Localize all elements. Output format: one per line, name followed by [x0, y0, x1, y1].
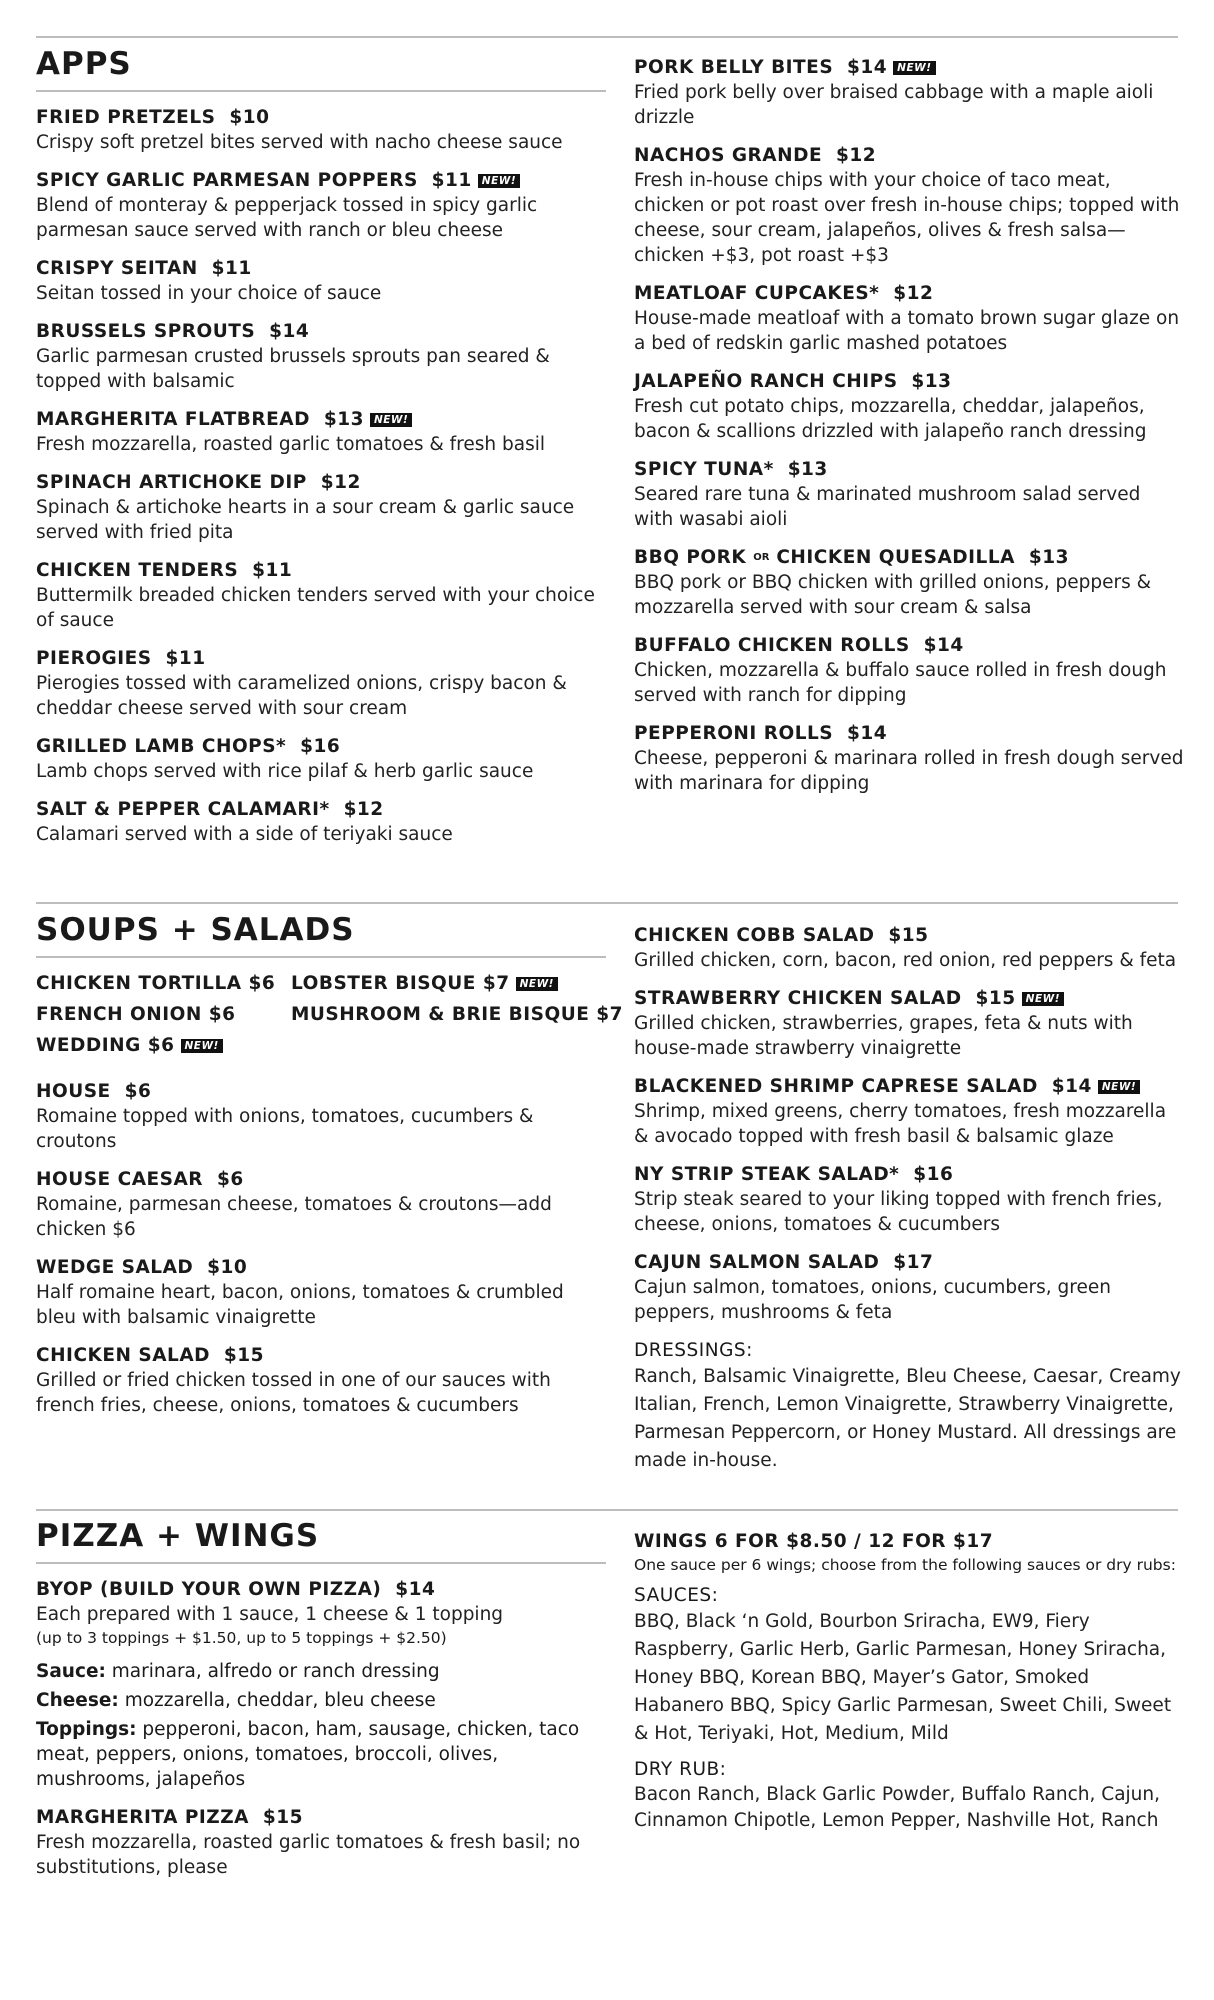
soups-left-column	[36, 910, 624, 1432]
margherita-pizza-desc: Fresh mozzarella, roasted garlic tomatoes & fresh basil; no substitutions, please	[36, 1832, 581, 1878]
menu-item-desc: Crispy soft pretzel bites served with nacho cheese sauce	[36, 132, 563, 153]
menu-item-title	[634, 924, 1184, 948]
menu-item-desc: Cajun salmon, tomatoes, onions, cucumbers, green peppers, mushrooms & feta	[634, 1277, 1111, 1323]
menu-item-price: $12	[320, 472, 361, 493]
menu-item	[36, 169, 606, 243]
menu-item	[36, 106, 606, 155]
dressings-text: Ranch, Balsamic Vinaigrette, Bleu Cheese, Caesar, Creamy Italian, French, Lemon Vinaigrette, Strawberry Vinaigrette, Parmesan Peppercorn, or Honey Mustard. All dressings are made in-house.	[634, 1366, 1181, 1471]
cheese-line	[36, 1688, 606, 1713]
menu-item-title	[634, 1163, 1184, 1187]
margherita-pizza-name: MARGHERITA PIZZA	[36, 1807, 249, 1828]
pizza-underline	[36, 1562, 606, 1564]
top-divider	[36, 36, 1178, 38]
soup-item-label: WEDDING $6	[36, 1035, 175, 1056]
menu-item-price: $14	[1051, 1076, 1092, 1097]
byop-item	[36, 1578, 606, 1649]
apps-left-list	[36, 106, 606, 847]
menu-item-name: MEATLOAF CUPCAKES*	[634, 283, 880, 304]
apps-title: APPS	[36, 46, 132, 82]
menu-item-or: OR	[753, 552, 770, 563]
apps-soups-divider	[36, 902, 1178, 904]
menu-item-price: $10	[229, 107, 270, 128]
byop-title	[36, 1578, 606, 1602]
menu-item	[634, 1163, 1184, 1237]
menu-item-desc: Fresh in-house chips with your choice of taco meat, chicken or pot roast over fresh in-house chips; topped with cheese, sour cream, jalapeños, olives & fresh salsa—chicken +$3, pot roast +$3	[634, 170, 1180, 266]
dressings-label: DRESSINGS:	[634, 1340, 753, 1361]
menu-item-title	[36, 106, 606, 130]
menu-item-price: $12	[893, 283, 934, 304]
menu-item-title	[36, 1080, 606, 1104]
menu-item-desc: Grilled chicken, corn, bacon, red onion, red peppers & feta	[634, 950, 1177, 971]
menu-item-desc: Shrimp, mixed greens, cherry tomatoes, fresh mozzarella & avocado topped with fresh basil & balsamic glaze	[634, 1101, 1167, 1147]
dry-rub-label: DRY RUB:	[634, 1759, 727, 1780]
soup-item	[36, 972, 291, 996]
apps-left-column	[36, 44, 606, 861]
menu-item-name: GRILLED LAMB CHOPS*	[36, 736, 287, 757]
menu-item	[634, 56, 1184, 130]
menu-item-title	[634, 370, 1184, 394]
menu-item-price: $13	[787, 459, 828, 480]
sauce-line	[36, 1659, 606, 1684]
menu-item-price: $15	[975, 988, 1016, 1009]
menu-item	[36, 471, 606, 545]
sauces-text: BBQ, Black ‘n Gold, Bourbon Sriracha, EW9, Fiery Raspberry, Garlic Herb, Garlic Parmesan, Honey Sriracha, Honey BBQ, Korean BBQ, Mayer’s Gator, Smoked Habanero BBQ, Spicy Garlic Parmesan, Sweet Chili, Sweet & Hot, Teriyaki, Hot, Medium, Mild	[634, 1611, 1172, 1744]
menu-item-desc: Lamb chops served with rice pilaf & herb garlic sauce	[36, 761, 534, 782]
menu-item-name: BUFFALO CHICKEN ROLLS	[634, 635, 910, 656]
byop-desc: Each prepared with 1 sauce, 1 cheese & 1 topping	[36, 1604, 504, 1625]
menu-item-name: BLACKENED SHRIMP CAPRESE SALAD	[634, 1076, 1038, 1097]
menu-item-price: $14	[923, 635, 964, 656]
new-badge: NEW!	[370, 413, 412, 427]
menu-item-name: WEDGE SALAD	[36, 1257, 194, 1278]
wings-note: One sauce per 6 wings; choose from the following sauces or dry rubs:	[634, 1556, 1176, 1574]
soup-item	[291, 972, 601, 996]
menu-item-desc: Seared rare tuna & marinated mushroom salad served with wasabi aioli	[634, 484, 1141, 530]
menu-item-desc: Strip steak seared to your liking topped with french fries, cheese, onions, tomatoes & cucumbers	[634, 1189, 1163, 1235]
menu-item	[36, 559, 606, 633]
margherita-pizza-title	[36, 1806, 606, 1830]
toppings-label: Toppings:	[36, 1719, 137, 1740]
pizza-left-column	[36, 1516, 606, 1894]
menu-item-title	[634, 1251, 1184, 1275]
menu-item-title	[36, 559, 606, 583]
menu-item-price: $14	[847, 57, 888, 78]
soup-item	[36, 1003, 291, 1027]
menu-item-desc: Romaine topped with onions, tomatoes, cucumbers & croutons	[36, 1106, 534, 1152]
menu-item-title	[634, 987, 1184, 1011]
menu-item-title	[36, 1256, 606, 1280]
menu-item-price: $12	[343, 799, 384, 820]
menu-item-price: $11	[165, 648, 206, 669]
soup-item-label: CHICKEN TORTILLA $6	[36, 973, 276, 994]
menu-item	[36, 1344, 606, 1418]
menu-item-title	[634, 546, 1184, 570]
menu-item-price: $6	[216, 1169, 244, 1190]
margherita-pizza-item	[36, 1806, 606, 1880]
menu-item-name: HOUSE CAESAR	[36, 1169, 204, 1190]
menu-item-name: NACHOS GRANDE	[634, 145, 823, 166]
soup-list	[36, 972, 624, 1058]
menu-item-desc: Garlic parmesan crusted brussels sprouts pan seared & topped with balsamic	[36, 346, 550, 392]
menu-item	[36, 408, 606, 457]
menu-item-title	[36, 257, 606, 281]
apps-underline	[36, 90, 606, 92]
menu-item-desc: Romaine, parmesan cheese, tomatoes & croutons—add chicken $6	[36, 1194, 552, 1240]
menu-item-price: $11	[431, 170, 472, 191]
toppings-text: pepperoni, bacon, ham, sausage, chicken, taco meat, peppers, onions, tomatoes, broccoli, olives, mushrooms, jalapeños	[36, 1719, 580, 1790]
menu-item-price: $14	[847, 723, 888, 744]
soup-item	[291, 1003, 624, 1027]
menu-item-name: CRISPY SEITAN	[36, 258, 198, 279]
menu-item-title	[634, 282, 1184, 306]
new-badge: NEW!	[478, 174, 520, 188]
menu-item-price: $10	[207, 1257, 248, 1278]
menu-item-price: $16	[913, 1164, 954, 1185]
menu-item-name: CAJUN SALMON SALAD	[634, 1252, 880, 1273]
menu-item-price: $11	[252, 560, 293, 581]
soup-item-label: LOBSTER BISQUE $7	[291, 973, 510, 994]
menu-item	[36, 257, 606, 306]
menu-item-price: $13	[1028, 547, 1069, 568]
menu-item-name: PORK BELLY BITES	[634, 57, 834, 78]
menu-item-title	[36, 471, 606, 495]
menu-item	[634, 282, 1184, 356]
menu-item-title	[36, 647, 606, 671]
menu-item-name: JALAPEÑO RANCH CHIPS	[634, 371, 898, 392]
menu-item-desc: Buttermilk breaded chicken tenders served with your choice of sauce	[36, 585, 595, 631]
menu-item-name: PEPPERONI ROLLS	[634, 723, 834, 744]
menu-item-desc: Pierogies tossed with caramelized onions, crispy bacon & cheddar cheese served with sour cream	[36, 673, 567, 719]
salads-left-list	[36, 1080, 606, 1418]
menu-item-price: $11	[211, 258, 252, 279]
menu-item-name: CHICKEN COBB SALAD	[634, 925, 875, 946]
byop-note: (up to 3 toppings + $1.50, up to 5 toppings + $2.50)	[36, 1629, 447, 1647]
new-badge: NEW!	[893, 61, 935, 75]
menu-item	[634, 458, 1184, 532]
menu-item-name: BRUSSELS SPROUTS	[36, 321, 256, 342]
soup-item-label: MUSHROOM & BRIE BISQUE $7	[291, 1004, 624, 1025]
menu-item-price: $13	[911, 371, 952, 392]
apps-right-column	[634, 56, 1184, 810]
menu-item	[634, 1251, 1184, 1325]
menu-item-desc: Half romaine heart, bacon, onions, tomatoes & crumbled bleu with balsamic vinaigrette	[36, 1282, 564, 1328]
menu-item-title	[634, 1075, 1184, 1099]
menu-item	[634, 722, 1184, 796]
menu-item-name: STRAWBERRY CHICKEN SALAD	[634, 988, 962, 1009]
menu-item	[36, 647, 606, 721]
menu-item-desc: Blend of monteray & pepperjack tossed in spicy garlic parmesan sauce served with ranch or bleu cheese	[36, 195, 538, 241]
menu-item-title	[36, 408, 606, 432]
menu-item-name: CHICKEN QUESADILLA	[776, 547, 1015, 568]
soups-right-column	[634, 924, 1184, 1489]
menu-item-desc: House-made meatloaf with a tomato brown sugar glaze on a bed of redskin garlic mashed potatoes	[634, 308, 1180, 354]
menu-item-desc: Fresh mozzarella, roasted garlic tomatoes & fresh basil	[36, 434, 545, 455]
menu-item-name: CHICKEN SALAD	[36, 1345, 211, 1366]
menu-item-name: SALT & PEPPER CALAMARI*	[36, 799, 330, 820]
menu-item-title	[36, 1168, 606, 1192]
menu-item-price: $15	[888, 925, 929, 946]
new-badge: NEW!	[1022, 992, 1064, 1006]
menu-item-desc: Grilled or fried chicken tossed in one of our sauces with french fries, cheese, onions, tomatoes & cucumbers	[36, 1370, 551, 1416]
soup-item	[36, 1034, 291, 1058]
apps-right-list	[634, 56, 1184, 796]
menu-item-title	[634, 458, 1184, 482]
menu-item-desc: Grilled chicken, strawberries, grapes, feta & nuts with house-made strawberry vinaigrette	[634, 1013, 1133, 1059]
menu-item-price: $12	[835, 145, 877, 166]
menu-item-desc: Calamari served with a side of teriyaki sauce	[36, 824, 453, 845]
menu-item-name: HOUSE	[36, 1081, 111, 1102]
margherita-pizza-price: $15	[262, 1807, 303, 1828]
menu-item-price: $13	[323, 409, 364, 430]
menu-item-title	[634, 144, 1184, 168]
menu-item-name: SPICY GARLIC PARMESAN POPPERS	[36, 170, 418, 191]
menu-item	[634, 634, 1184, 708]
menu-item-name: FRIED PRETZELS	[36, 107, 216, 128]
salads-right-list	[634, 924, 1184, 1325]
cheese-label: Cheese:	[36, 1690, 119, 1711]
menu-item-price: $14	[269, 321, 310, 342]
menu-item-desc: Spinach & artichoke hearts in a sour cream & garlic sauce served with fried pita	[36, 497, 575, 543]
menu-item-title	[36, 169, 606, 193]
menu-item	[634, 546, 1184, 620]
wings-column	[634, 1530, 1184, 1834]
new-badge: NEW!	[1098, 1080, 1140, 1094]
menu-item-title	[634, 634, 1184, 658]
new-badge: NEW!	[181, 1039, 223, 1053]
menu-item	[634, 987, 1184, 1061]
menu-item-price: $16	[300, 736, 341, 757]
soups-title: SOUPS + SALADS	[36, 912, 355, 948]
menu-item	[36, 798, 606, 847]
sauce-text: marinara, alfredo or ranch dressing	[111, 1661, 440, 1682]
cheese-text: mozzarella, cheddar, bleu cheese	[124, 1690, 436, 1711]
soup-item-label: FRENCH ONION $6	[36, 1004, 236, 1025]
menu-item-desc: Chicken, mozzarella & buffalo sauce rolled in fresh dough served with ranch for dipping	[634, 660, 1167, 706]
pizza-title: PIZZA + WINGS	[36, 1518, 320, 1554]
dressings-block	[634, 1339, 1184, 1475]
sauce-label: Sauce:	[36, 1661, 106, 1682]
menu-item-desc: Fried pork belly over braised cabbage with a maple aioli drizzle	[634, 82, 1154, 128]
menu-item-title	[634, 722, 1184, 746]
menu-item-desc: Seitan tossed in your choice of sauce	[36, 283, 382, 304]
menu-item-name: BBQ PORK	[634, 547, 747, 568]
menu-item-desc: BBQ pork or BBQ chicken with grilled onions, peppers & mozzarella served with sour cream & salsa	[634, 572, 1152, 618]
menu-item-price: $17	[893, 1252, 934, 1273]
sauces-label: SAUCES:	[634, 1585, 719, 1606]
menu-item-title	[36, 320, 606, 344]
soups-underline	[36, 956, 606, 958]
menu-item-name: PIEROGIES	[36, 648, 152, 669]
menu-item	[36, 1168, 606, 1242]
menu-item	[634, 370, 1184, 444]
dry-rub-text: Bacon Ranch, Black Garlic Powder, Buffalo Ranch, Cajun, Cinnamon Chipotle, Lemon Pepper, Nashville Hot, Ranch	[634, 1784, 1161, 1831]
wings-title: WINGS 6 FOR $8.50 / 12 FOR $17	[634, 1531, 994, 1552]
menu-item-price: $6	[124, 1081, 152, 1102]
menu-item	[36, 1080, 606, 1154]
menu-item	[36, 320, 606, 394]
menu-item	[36, 735, 606, 784]
menu-item-name: SPICY TUNA*	[634, 459, 774, 480]
menu-item-desc: Fresh cut potato chips, mozzarella, cheddar, jalapeños, bacon & scallions drizzled with jalapeño ranch dressing	[634, 396, 1147, 442]
menu-item-title	[36, 1344, 606, 1368]
menu-item-title	[36, 735, 606, 759]
toppings-line	[36, 1717, 606, 1792]
menu-item-name: SPINACH ARTICHOKE DIP	[36, 472, 307, 493]
menu-item-title	[634, 56, 1184, 80]
menu-item-price: $15	[223, 1345, 265, 1366]
byop-price: $14	[395, 1579, 436, 1600]
menu-item-name: CHICKEN TENDERS	[36, 560, 239, 581]
menu-item	[36, 1256, 606, 1330]
menu-item	[634, 144, 1184, 268]
new-badge: NEW!	[516, 977, 558, 991]
menu-item	[634, 924, 1184, 973]
byop-name: BYOP (BUILD YOUR OWN PIZZA)	[36, 1579, 382, 1600]
soups-pizza-divider	[36, 1509, 1178, 1511]
menu-item	[634, 1075, 1184, 1149]
menu-item-title	[36, 798, 606, 822]
menu-item-name: MARGHERITA FLATBREAD	[36, 409, 310, 430]
menu-item-name: NY STRIP STEAK SALAD*	[634, 1164, 900, 1185]
menu-item-desc: Cheese, pepperoni & marinara rolled in fresh dough served with marinara for dipping	[634, 748, 1184, 794]
